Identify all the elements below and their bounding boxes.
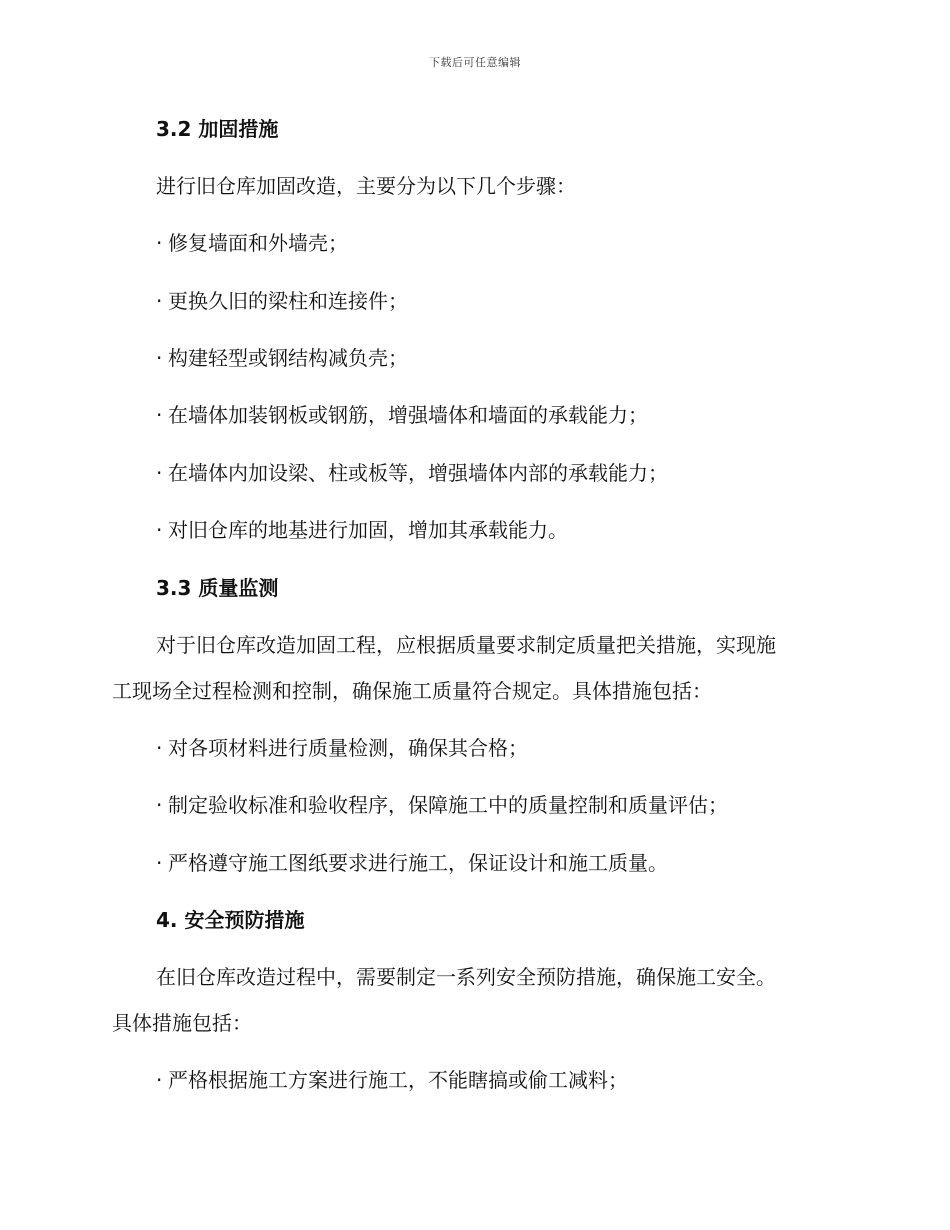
list-item	[156, 1066, 628, 1094]
list-item	[156, 229, 348, 257]
list-item	[156, 344, 408, 372]
paragraph: 进行旧仓库加固改造，主要分为以下几个步骤：	[156, 174, 576, 198]
bullet-icon: ·	[156, 793, 163, 817]
paragraph-line: 工现场全过程检测和控制，确保施工质量符合规定。具体措施包括：	[112, 679, 712, 703]
list-item-text: 在墙体加装钢板或钢筋，增强墙体和墙面的承载能力；	[168, 403, 648, 427]
bullet-icon: ·	[156, 231, 163, 255]
list-item-text: 对各项材料进行质量检测，确保其合格；	[168, 736, 528, 760]
page-header: 下载后可任意编辑	[429, 56, 521, 69]
list-item-text: 严格根据施工方案进行施工，不能瞎搞或偷工减料；	[168, 1068, 628, 1092]
paragraph-line: 在旧仓库改造过程中，需要制定一系列安全预防措施，确保施工安全。	[156, 965, 776, 989]
list-item	[156, 459, 668, 487]
bullet-icon: ·	[156, 289, 163, 313]
bullet-icon: ·	[156, 461, 163, 485]
section-heading-3-2: 3.2 加固措施	[156, 117, 279, 141]
list-item-text: 对旧仓库的地基进行加固，增加其承载能力。	[168, 518, 568, 542]
list-item-text: 严格遵守施工图纸要求进行施工，保证设计和施工质量。	[168, 851, 668, 875]
list-item	[156, 791, 728, 819]
bullet-icon: ·	[156, 346, 163, 370]
list-item	[156, 287, 408, 315]
paragraph-line: 具体措施包括：	[112, 1011, 252, 1035]
bullet-icon: ·	[156, 736, 163, 760]
list-item-text: 构建轻型或钢结构减负壳；	[168, 346, 408, 370]
list-item-text: 修复墙面和外墙壳；	[168, 231, 348, 255]
list-item-text: 更换久旧的梁柱和连接件；	[168, 289, 408, 313]
list-item-text: 在墙体内加设梁、柱或板等，增强墙体内部的承载能力；	[168, 461, 668, 485]
bullet-icon: ·	[156, 1068, 163, 1092]
list-item	[156, 734, 528, 762]
list-item	[156, 849, 668, 877]
section-heading-4: 4. 安全预防措施	[156, 908, 305, 932]
paragraph-line: 对于旧仓库改造加固工程，应根据质量要求制定质量把关措施，实现施	[156, 633, 776, 657]
section-heading-3-3: 3.3 质量监测	[156, 576, 279, 600]
bullet-icon: ·	[156, 851, 163, 875]
bullet-icon: ·	[156, 403, 163, 427]
list-item-text: 制定验收标准和验收程序，保障施工中的质量控制和质量评估；	[168, 793, 728, 817]
bullet-icon: ·	[156, 518, 163, 542]
list-item	[156, 401, 648, 429]
list-item	[156, 516, 568, 544]
